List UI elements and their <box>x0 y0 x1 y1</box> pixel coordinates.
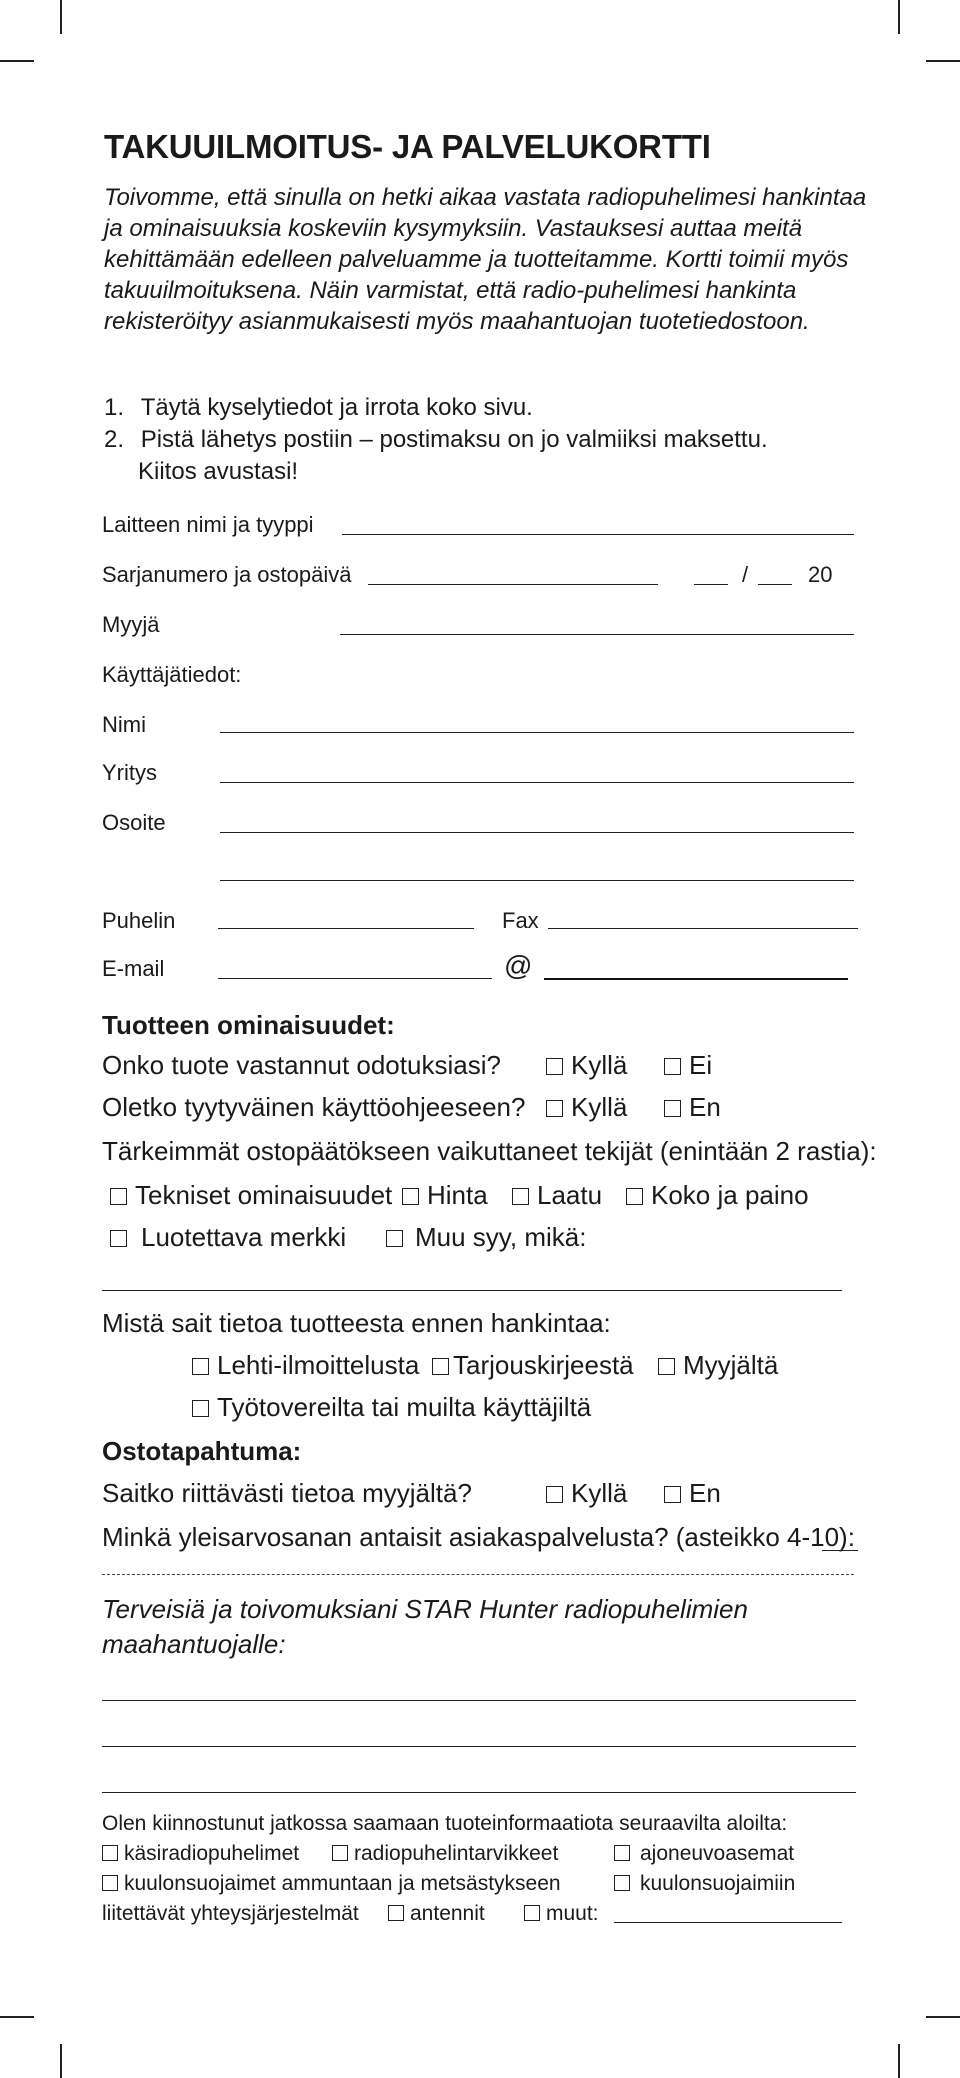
crop-mark-bottom-right-h <box>926 2016 960 2018</box>
seller-label: Myyjä <box>102 612 160 637</box>
interest-earmuff-comm-label: kuulonsuojaimiin <box>640 1872 796 1895</box>
email-label: E-mail <box>102 956 165 981</box>
factor-other-checkbox[interactable] <box>386 1230 403 1247</box>
interest-option-accessories[interactable] <box>332 1842 558 1866</box>
factor-option-technical[interactable] <box>110 1180 392 1211</box>
step-2-text: Pistä lähetys postiin – postimaksu on jo valmiiksi maksettu. <box>140 426 768 453</box>
factor-option-price[interactable] <box>402 1180 488 1211</box>
expectations-yes-option[interactable] <box>546 1050 627 1081</box>
seller-field[interactable] <box>340 634 854 635</box>
date-month-field[interactable] <box>758 584 792 585</box>
interest-vehicle-checkbox[interactable] <box>614 1845 630 1861</box>
source-letter-label: Tarjouskirjeestä <box>453 1350 634 1380</box>
greeting-field-2[interactable] <box>102 1746 856 1747</box>
thanks-text: Kiitos avustasi! <box>138 458 299 485</box>
address-label: Osoite <box>102 810 166 835</box>
seller-info-no-label: En <box>689 1478 721 1508</box>
manual-question: Oletko tyytyväinen käyttöohjeeseen? <box>102 1092 526 1122</box>
interest-heading: Olen kiinnostunut jatkossa saamaan tuoteinformaatiota seuraavilta aloilta: <box>102 1812 788 1835</box>
interest-option-handheld[interactable] <box>102 1842 299 1866</box>
step-1 <box>104 392 533 423</box>
seller-info-no-checkbox[interactable] <box>664 1486 681 1503</box>
crop-mark-top-left-h <box>0 60 34 62</box>
interest-handheld-checkbox[interactable] <box>102 1845 118 1861</box>
date-separator: / <box>742 562 749 587</box>
factor-price-label: Hinta <box>427 1180 488 1210</box>
expectations-yes-checkbox[interactable] <box>546 1058 563 1075</box>
factor-brand-label: Luotettava merkki <box>141 1222 347 1252</box>
crop-mark-top-left-v <box>60 0 62 34</box>
source-ads-checkbox[interactable] <box>192 1358 209 1375</box>
phone-field[interactable] <box>218 928 474 929</box>
factor-size-label: Koko ja paino <box>651 1180 809 1210</box>
year-prefix: 20 <box>808 562 833 587</box>
interest-earmuffs-label: kuulonsuojaimet ammuntaan ja metsästykseen <box>124 1872 561 1895</box>
expectations-question: Onko tuote vastannut odotuksiasi? <box>102 1050 501 1080</box>
features-heading: Tuotteen ominaisuudet: <box>102 1010 395 1040</box>
crop-mark-top-right-v <box>898 0 900 34</box>
purchase-heading: Ostotapahtuma: <box>102 1436 302 1466</box>
interest-antennas-label: antennit <box>410 1902 485 1925</box>
factor-other-label: Muu syy, mikä: <box>415 1222 587 1252</box>
factor-brand-checkbox[interactable] <box>110 1230 127 1247</box>
manual-no-option[interactable] <box>664 1092 721 1123</box>
fax-label: Fax <box>502 908 539 933</box>
factor-option-size[interactable] <box>626 1180 809 1211</box>
source-colleagues-label: Työtovereilta tai muilta käyttäjiltä <box>217 1392 592 1422</box>
manual-no-checkbox[interactable] <box>664 1100 681 1117</box>
interest-other-label: muut: <box>546 1902 599 1925</box>
interest-option-earmuff-comm[interactable] <box>614 1872 795 1896</box>
phone-label: Puhelin <box>102 908 176 933</box>
source-option-letter[interactable] <box>432 1350 634 1381</box>
source-seller-label: Myyjältä <box>683 1350 779 1380</box>
crop-mark-bottom-left-v <box>60 2044 62 2078</box>
interest-option-vehicle[interactable] <box>614 1842 794 1866</box>
name-field[interactable] <box>220 732 854 733</box>
interest-other-field[interactable] <box>614 1922 842 1923</box>
interest-other-checkbox[interactable] <box>524 1905 540 1921</box>
company-field[interactable] <box>220 782 854 783</box>
factor-quality-label: Laatu <box>537 1180 603 1210</box>
source-colleagues-checkbox[interactable] <box>192 1400 209 1417</box>
factor-technical-checkbox[interactable] <box>110 1188 127 1205</box>
expectations-no-label: Ei <box>689 1050 713 1080</box>
expectations-no-option[interactable] <box>664 1050 712 1081</box>
source-option-seller[interactable] <box>658 1350 778 1381</box>
source-seller-checkbox[interactable] <box>658 1358 675 1375</box>
source-question: Mistä sait tietoa tuotteesta ennen hankintaa: <box>102 1308 611 1338</box>
interest-earmuff-comm-checkbox[interactable] <box>614 1875 630 1891</box>
rating-field[interactable] <box>822 1550 858 1551</box>
interest-accessories-checkbox[interactable] <box>332 1845 348 1861</box>
crop-mark-bottom-right-v <box>898 2044 900 2078</box>
crop-mark-top-right-h <box>926 60 960 62</box>
factor-technical-label: Tekniset ominaisuudet <box>135 1180 393 1210</box>
factors-question: Tärkeimmät ostopäätökseen vaikuttaneet tekijät (enintään 2 rastia): <box>102 1136 877 1166</box>
factor-option-brand[interactable] <box>110 1222 346 1253</box>
step-2 <box>104 424 768 455</box>
serial-field[interactable] <box>368 584 658 585</box>
interest-handheld-label: käsiradiopuhelimet <box>124 1842 300 1865</box>
expectations-yes-label: Kyllä <box>571 1050 628 1080</box>
user-info-label: Käyttäjätiedot: <box>102 662 242 687</box>
source-ads-label: Lehti-ilmoittelusta <box>217 1350 420 1380</box>
manual-yes-option[interactable] <box>546 1092 627 1123</box>
name-label: Nimi <box>102 712 146 737</box>
seller-info-yes-option[interactable] <box>546 1478 627 1509</box>
email-user-field[interactable] <box>218 978 492 979</box>
step-1-text: Täytä kyselytiedot ja irrota koko sivu. <box>140 394 533 421</box>
interest-option-antennas[interactable] <box>388 1902 485 1926</box>
serial-label: Sarjanumero ja ostopäivä <box>102 562 352 587</box>
email-domain-field[interactable] <box>544 978 848 980</box>
manual-yes-label: Kyllä <box>571 1092 628 1122</box>
interest-earmuffs-checkbox[interactable] <box>102 1875 118 1891</box>
greeting-field-3[interactable] <box>102 1792 856 1793</box>
fax-field[interactable] <box>548 928 858 929</box>
interest-earmuff-comm-continued: liitettävät yhteysjärjestelmät <box>102 1902 359 1925</box>
greeting-field-1[interactable] <box>102 1700 856 1701</box>
page-title: TAKUUILMOITUS- JA PALVELUKORTTI <box>104 128 711 165</box>
dashed-divider <box>102 1574 854 1575</box>
factor-price-checkbox[interactable] <box>402 1188 419 1205</box>
device-label: Laitteen nimi ja tyyppi <box>102 512 314 537</box>
address-field-1[interactable] <box>220 832 854 833</box>
seller-info-yes-label: Kyllä <box>571 1478 628 1508</box>
at-sign: @ <box>504 950 533 981</box>
step-1-number: 1. <box>104 394 125 421</box>
factor-option-quality[interactable] <box>512 1180 602 1211</box>
interest-accessories-label: radiopuhelintarvikkeet <box>354 1842 559 1865</box>
company-label: Yritys <box>102 760 157 785</box>
interest-vehicle-label: ajoneuvoasemat <box>640 1842 795 1865</box>
manual-yes-checkbox[interactable] <box>546 1100 563 1117</box>
address-field-2[interactable] <box>220 880 854 881</box>
interest-antennas-checkbox[interactable] <box>388 1905 404 1921</box>
factor-other-field[interactable] <box>102 1290 842 1291</box>
manual-no-label: En <box>689 1092 721 1122</box>
seller-info-yes-checkbox[interactable] <box>546 1486 563 1503</box>
device-field[interactable] <box>342 534 854 535</box>
source-option-colleagues[interactable] <box>192 1392 591 1423</box>
seller-info-question: Saitko riittävästi tietoa myyjältä? <box>102 1478 472 1508</box>
source-option-ads[interactable] <box>192 1350 419 1381</box>
seller-info-no-option[interactable] <box>664 1478 721 1509</box>
source-letter-checkbox[interactable] <box>432 1358 449 1375</box>
factor-size-checkbox[interactable] <box>626 1188 643 1205</box>
rating-question: Minkä yleisarvosanan antaisit asiakaspalvelusta? (asteikko 4-10): <box>102 1522 855 1552</box>
date-day-field[interactable] <box>694 584 728 585</box>
interest-option-other[interactable] <box>524 1902 599 1926</box>
step-2-number: 2. <box>104 426 125 453</box>
factor-option-other[interactable] <box>386 1222 586 1253</box>
crop-mark-bottom-left-h <box>0 2016 34 2018</box>
intro-text: Toivomme, että sinulla on hetki aikaa vastata radiopuhelimesi hankintaa ja ominaisuuksia koskeviin kysymyksiin. Vastauksesi auttaa meitä kehittämään edelleen palveluamme ja tuotteitamme. Kortti toimii myös takuuilmoituksena. Näin varmistat, että radio-puhelimesi hankinta rekisteröityy asianmukaisesti myös maahantuojan tuotetiedostoon. <box>104 184 867 335</box>
interest-option-earmuffs[interactable] <box>102 1872 561 1896</box>
factor-quality-checkbox[interactable] <box>512 1188 529 1205</box>
expectations-no-checkbox[interactable] <box>664 1058 681 1075</box>
greeting-text: Terveisiä ja toivomuksiani STAR Hunter radiopuhelimien maahantuojalle: <box>102 1594 748 1659</box>
